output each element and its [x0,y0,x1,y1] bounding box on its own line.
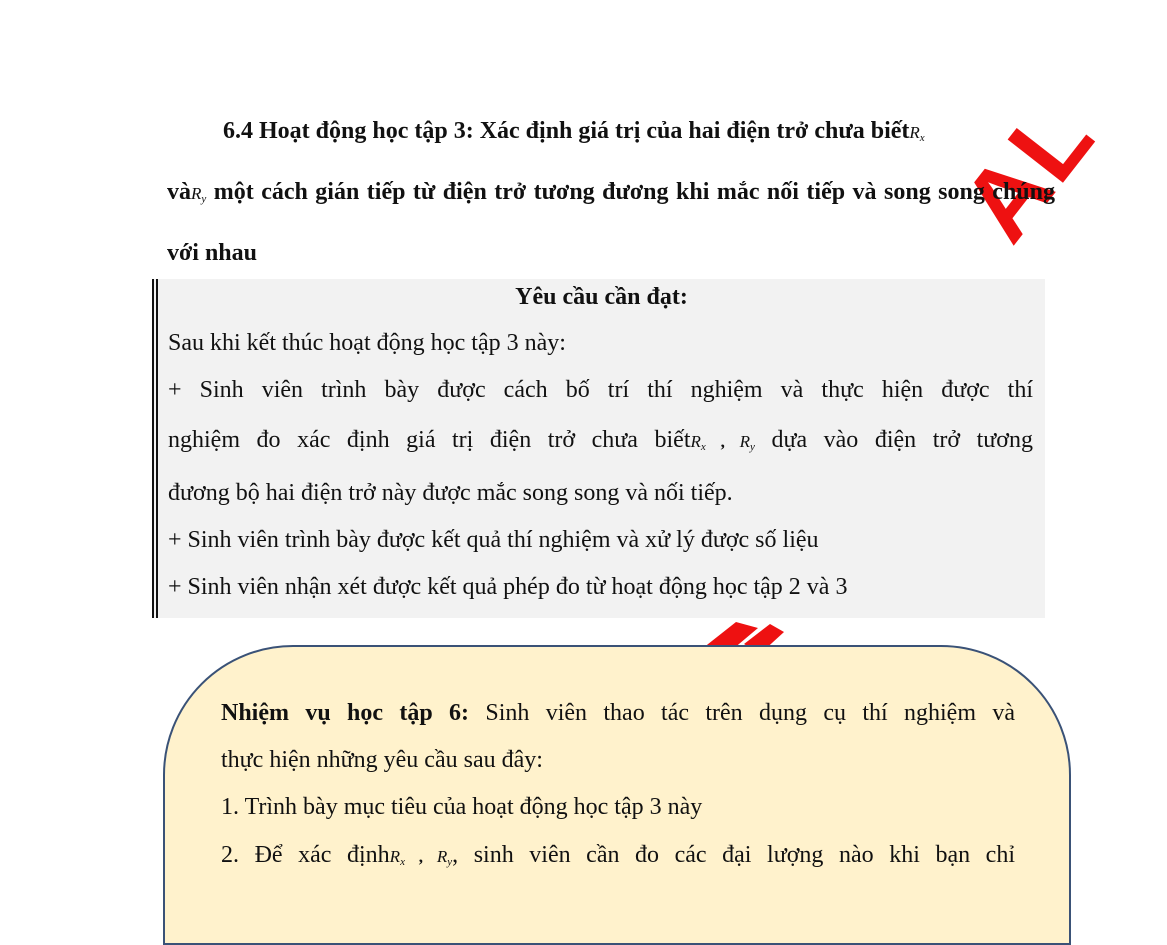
math-var-ry: $R_y$ [191,184,207,205]
math-var-rx: $R_x$ [909,123,925,144]
heading-conj: và [167,179,191,205]
requirement-item-1-line-1: + Sinh viên trình bày được cách bố trí thí nghiệm và thực hiện được thí [168,377,1033,403]
math-var-rx-ry-task: $R_x$ , $R_y$ [389,847,453,868]
heading-prefix: 6.4 Hoạt động học tập 3: Xác định giá trị của hai điện trở chưa biết [223,118,910,144]
requirements-box [152,279,1045,618]
watermark-text: AL [939,80,1116,262]
section-heading [167,104,1055,280]
task-label: Nhiệm vụ học tập 6: [221,700,470,726]
math-var-rx-ry: $R_x$ , $R_y$ [690,432,755,453]
task-step-1: 1. Trình bày mục tiêu của hoạt động học tập 3 này [221,794,703,820]
task-box [163,645,1071,945]
requirement-item-3: + Sinh viên nhận xét được kết quả phép đo từ hoạt động học tập 2 và 3 [168,574,848,600]
heading-suffix: một cách gián tiếp từ điện trở tương đương khi mắc nối tiếp và song song chúng với nhau [167,179,1055,266]
requirement-item-2: + Sinh viên trình bày được kết quả thí nghiệm và xử lý được số liệu [168,527,819,553]
task-line-2: thực hiện những yêu cầu sau đây: [221,747,543,773]
requirement-item-1-line-2: nghiệm đo xác định giá trị điện trở chưa biếtR$_x$ , $R_y$ dựa vào điện trở tương [168,427,1033,453]
task-line-1: Nhiệm vụ học tập 6: Sinh viên thao tác trên dụng cụ thí nghiệm và [221,700,1015,726]
requirement-item-1-line-3: đương bộ hai điện trở này được mắc song song và nối tiếp. [168,480,733,506]
task-step-2: 2. Để xác địnhR$_x$ , $R_y$, sinh viên cần đo các đại lượng nào khi bạn chỉ [221,842,1015,868]
requirements-intro: Sau khi kết thúc hoạt động học tập 3 này: [168,330,566,356]
requirements-title: Yêu cầu cần đạt: [515,284,688,310]
